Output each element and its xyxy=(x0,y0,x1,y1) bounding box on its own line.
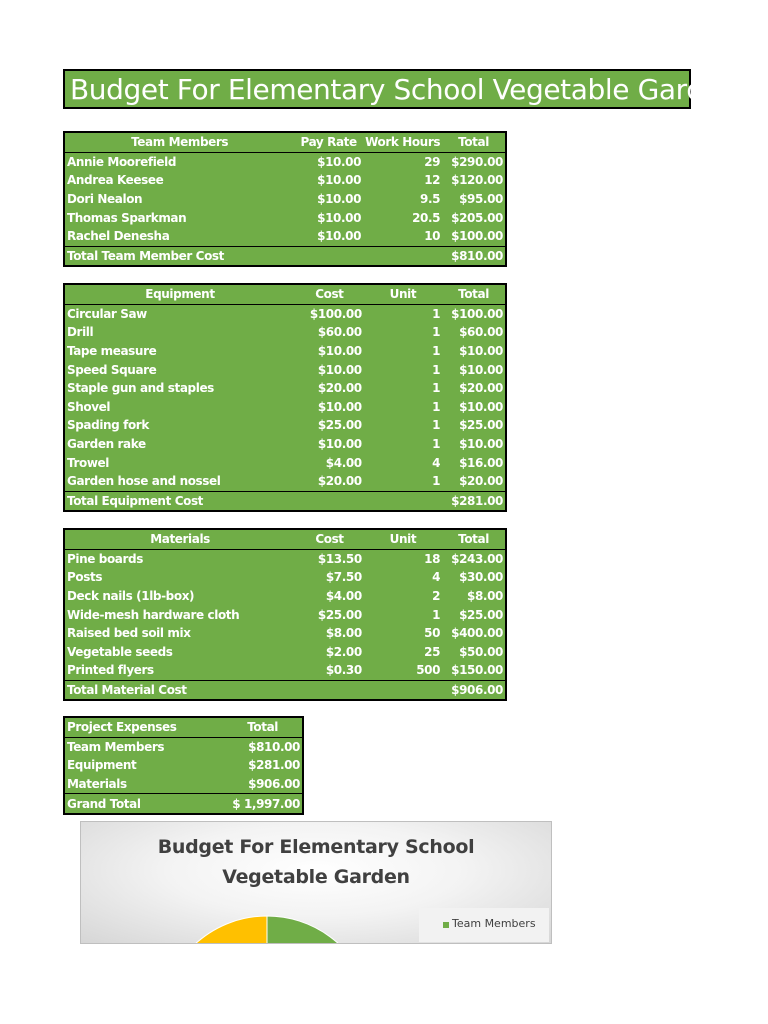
cell[interactable]: $205.00 xyxy=(451,210,503,225)
cell[interactable]: $4.00 xyxy=(325,589,362,604)
column-header: Pay Rate xyxy=(294,132,363,152)
cell[interactable]: $10.00 xyxy=(317,344,362,359)
cell[interactable]: Equipment xyxy=(67,758,137,773)
table-row[interactable] xyxy=(64,624,506,643)
table-row[interactable] xyxy=(64,416,506,435)
cell[interactable]: 25 xyxy=(424,644,441,659)
table-row[interactable] xyxy=(64,304,506,323)
column-header: Unit xyxy=(364,529,442,549)
cell[interactable]: Printed flyers xyxy=(67,663,154,678)
cell[interactable]: 1 xyxy=(432,474,441,489)
cell[interactable]: 1 xyxy=(432,362,441,377)
column-header: Total xyxy=(442,529,506,549)
cell[interactable]: $60.00 xyxy=(317,325,362,340)
table-row[interactable] xyxy=(64,152,506,171)
cell[interactable]: 10 xyxy=(424,229,441,244)
cell[interactable]: 1 xyxy=(432,344,441,359)
cell[interactable]: Tape measure xyxy=(67,344,157,359)
cell[interactable]: Speed Square xyxy=(67,362,157,377)
cell[interactable]: $10.00 xyxy=(459,362,503,377)
cell[interactable]: 29 xyxy=(424,154,441,169)
table-header-row xyxy=(64,529,506,549)
chart-legend[interactable] xyxy=(419,908,549,942)
sheet-title-banner xyxy=(63,69,738,109)
table-row[interactable] xyxy=(64,643,506,662)
table-row[interactable] xyxy=(64,549,506,568)
cell[interactable]: $290.00 xyxy=(451,154,503,169)
equipment-table xyxy=(63,283,507,512)
cell[interactable]: $281.00 xyxy=(248,758,300,773)
cell[interactable]: $25.00 xyxy=(317,418,362,433)
cell[interactable]: 4 xyxy=(432,570,441,585)
cell[interactable]: Annie Moorefield xyxy=(67,154,177,169)
table-row[interactable] xyxy=(64,453,506,472)
cell[interactable]: $10.00 xyxy=(317,154,362,169)
chart-title xyxy=(81,832,551,892)
table-row[interactable] xyxy=(64,661,506,680)
table-row[interactable] xyxy=(64,171,506,190)
cell[interactable]: Staple gun and staples xyxy=(67,381,214,396)
cell[interactable]: $95.00 xyxy=(459,192,503,207)
cell[interactable]: $60.00 xyxy=(459,325,503,340)
table-row[interactable] xyxy=(64,472,506,491)
cell[interactable]: 12 xyxy=(424,173,441,188)
cell[interactable]: $16.00 xyxy=(459,455,503,470)
total-label[interactable]: Total Equipment Cost xyxy=(64,491,442,511)
chart-title-line: Vegetable Garden xyxy=(222,866,410,888)
total-row[interactable] xyxy=(64,491,506,511)
cell[interactable]: Spading fork xyxy=(67,418,149,433)
cell[interactable]: $4.00 xyxy=(325,455,362,470)
cell[interactable]: $25.00 xyxy=(317,607,362,622)
cell[interactable]: Dori Nealon xyxy=(67,192,143,207)
total-row[interactable] xyxy=(64,246,506,266)
cell[interactable]: $120.00 xyxy=(451,173,503,188)
table-row[interactable] xyxy=(64,435,506,454)
column-header: Materials xyxy=(64,529,295,549)
column-header: Work Hours xyxy=(363,132,442,152)
grand-total-value[interactable]: $ 1,997.00 xyxy=(223,794,303,814)
grand-total-row[interactable] xyxy=(64,794,303,814)
cell[interactable]: 1 xyxy=(432,399,441,414)
cell[interactable]: 4 xyxy=(432,455,441,470)
cell[interactable]: 20.5 xyxy=(412,210,441,225)
cell[interactable]: $2.00 xyxy=(325,644,362,659)
table-row[interactable] xyxy=(64,398,506,417)
legend-label: Team Members xyxy=(452,917,536,930)
cell[interactable]: 1 xyxy=(432,418,441,433)
table-row[interactable] xyxy=(64,756,303,775)
cell[interactable]: $25.00 xyxy=(459,418,503,433)
cell[interactable]: $10.00 xyxy=(317,173,362,188)
sheet-title: Budget For Elementary School Vegetable Garden xyxy=(70,73,738,106)
table-row[interactable] xyxy=(64,323,506,342)
table-row[interactable] xyxy=(64,190,506,209)
cell[interactable]: $20.00 xyxy=(459,474,503,489)
cell[interactable]: $8.00 xyxy=(325,626,362,641)
cell[interactable]: Team Members xyxy=(67,739,165,754)
materials-table xyxy=(63,528,507,701)
cell[interactable]: Posts xyxy=(67,570,103,585)
cell[interactable]: Raised bed soil mix xyxy=(67,626,191,641)
cell[interactable]: Materials xyxy=(67,777,127,792)
cell[interactable]: Trowel xyxy=(67,455,109,470)
column-header: Project Expenses xyxy=(64,717,223,737)
cell[interactable]: Garden hose and nossel xyxy=(67,474,221,489)
cell[interactable]: $150.00 xyxy=(451,663,503,678)
cell[interactable]: $20.00 xyxy=(459,381,503,396)
column-header: Team Members xyxy=(64,132,294,152)
cell[interactable]: $13.50 xyxy=(317,551,362,566)
column-header: Cost xyxy=(295,529,364,549)
table-row[interactable] xyxy=(64,775,303,794)
team-members-table xyxy=(63,131,507,267)
pie-slice-team-members[interactable] xyxy=(267,916,373,944)
total-label[interactable]: Total Team Member Cost xyxy=(64,246,442,266)
cell[interactable]: 50 xyxy=(424,626,441,641)
cell[interactable]: Deck nails (1lb-box) xyxy=(67,589,195,604)
cell[interactable]: Andrea Keesee xyxy=(67,173,164,188)
grand-total-label[interactable]: Grand Total xyxy=(64,794,223,814)
cell[interactable]: Thomas Sparkman xyxy=(67,210,187,225)
cell[interactable]: $400.00 xyxy=(451,626,503,641)
cell[interactable]: Vegetable seeds xyxy=(67,644,173,659)
cell[interactable]: $8.00 xyxy=(467,589,503,604)
cell[interactable]: $7.50 xyxy=(325,570,362,585)
cell[interactable]: 1 xyxy=(432,437,441,452)
cell[interactable]: $50.00 xyxy=(459,644,503,659)
cell[interactable]: $25.00 xyxy=(459,607,503,622)
table-row[interactable] xyxy=(64,360,506,379)
cell[interactable]: 1 xyxy=(432,306,441,321)
table-row[interactable] xyxy=(64,379,506,398)
cell[interactable]: $20.00 xyxy=(317,474,362,489)
total-value[interactable]: $906.00 xyxy=(442,680,506,700)
cell[interactable]: $0.30 xyxy=(325,663,362,678)
cell[interactable]: $10.00 xyxy=(459,399,503,414)
cell[interactable]: $10.00 xyxy=(317,229,362,244)
column-header: Unit xyxy=(364,284,442,304)
table-row[interactable] xyxy=(64,587,506,606)
table-header-row xyxy=(64,132,506,152)
table-row[interactable] xyxy=(64,605,506,624)
chart-title-line: Budget For Elementary School xyxy=(157,836,475,858)
table-row[interactable] xyxy=(64,737,303,756)
legend-swatch xyxy=(443,922,449,928)
cell[interactable]: Shovel xyxy=(67,399,111,414)
table-header-row xyxy=(64,717,303,737)
cell[interactable]: $10.00 xyxy=(317,362,362,377)
cell[interactable]: $10.00 xyxy=(317,192,362,207)
total-label[interactable]: Total Material Cost xyxy=(64,680,442,700)
pie-slice-materials[interactable] xyxy=(161,916,267,944)
column-header: Total xyxy=(223,717,303,737)
table-row[interactable] xyxy=(64,342,506,361)
cell[interactable]: $100.00 xyxy=(309,306,362,321)
cell[interactable]: $100.00 xyxy=(451,229,503,244)
cell[interactable]: $10.00 xyxy=(317,210,362,225)
cell[interactable]: $243.00 xyxy=(451,551,503,566)
cell[interactable]: 500 xyxy=(416,663,441,678)
column-header: Total xyxy=(442,284,506,304)
total-value[interactable]: $281.00 xyxy=(442,491,506,511)
table-row[interactable] xyxy=(64,227,506,246)
cell[interactable]: 18 xyxy=(424,551,441,566)
budget-pie-chart[interactable] xyxy=(80,821,552,944)
cell[interactable]: Circular Saw xyxy=(67,306,147,321)
cell[interactable]: $30.00 xyxy=(459,570,503,585)
column-header: Cost xyxy=(295,284,364,304)
cell[interactable]: Rachel Denesha xyxy=(67,229,170,244)
cell[interactable]: $10.00 xyxy=(459,344,503,359)
cell[interactable]: 1 xyxy=(432,607,441,622)
cell[interactable]: Wide-mesh hardware cloth xyxy=(67,607,240,622)
cell[interactable]: $810.00 xyxy=(248,739,300,754)
cell[interactable]: Drill xyxy=(67,325,94,340)
cell[interactable]: Garden rake xyxy=(67,437,146,452)
cell[interactable]: $10.00 xyxy=(317,399,362,414)
cell[interactable]: 1 xyxy=(432,325,441,340)
table-header-row xyxy=(64,284,506,304)
total-value[interactable]: $810.00 xyxy=(442,246,506,266)
cell[interactable]: 2 xyxy=(432,589,441,604)
cell[interactable]: $10.00 xyxy=(317,437,362,452)
table-row[interactable] xyxy=(64,568,506,587)
cell[interactable]: 9.5 xyxy=(420,192,441,207)
total-row[interactable] xyxy=(64,680,506,700)
table-row[interactable] xyxy=(64,208,506,227)
cell[interactable]: 1 xyxy=(432,381,441,396)
column-header: Total xyxy=(442,132,506,152)
cell[interactable]: $20.00 xyxy=(317,381,362,396)
cell[interactable]: $906.00 xyxy=(248,777,300,792)
column-header: Equipment xyxy=(64,284,295,304)
project-expenses-table xyxy=(63,716,304,815)
cell[interactable]: Pine boards xyxy=(67,551,143,566)
cell[interactable]: $10.00 xyxy=(459,437,503,452)
cell[interactable]: $100.00 xyxy=(451,306,503,321)
